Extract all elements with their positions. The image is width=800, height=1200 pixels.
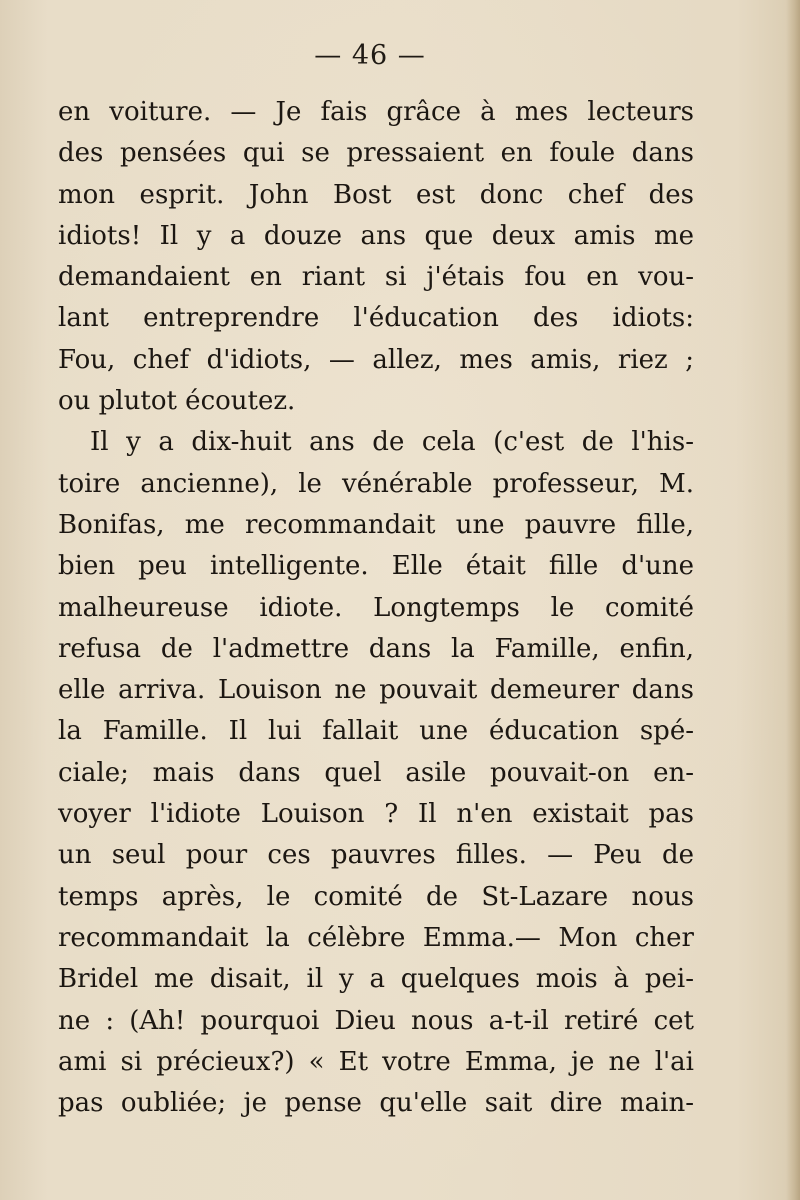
page-edge-shadow [786,0,800,1200]
text-line: Fou, chef d'idiots, — allez, mes amis, riez ; [58,344,694,375]
text-line: mon esprit. John Bost est donc chef des [58,179,694,210]
page-number: — 46 — [314,40,426,71]
text-line: ami si précieux?) « Et votre Emma, je ne l'ai [58,1046,694,1077]
text-line: toire ancienne), le vénérable professeur, M. [58,468,694,499]
text-line: recommandait la célèbre Emma.— Mon cher [58,922,694,953]
text-line: demandaient en riant si j'étais fou en vou- [58,262,694,293]
text-line: ciale; mais dans quel asile pouvait-on en- [58,757,694,788]
text-line: ne : (Ah! pourquoi Dieu nous a-t-il retiré cet [58,1005,694,1036]
text-line: bien peu intelligente. Elle était fille d'une [58,551,694,582]
text-line: malheureuse idiote. Longtemps le comité [58,592,694,623]
text-line: Bridel me disait, il y a quelques mois à pei- [58,964,694,995]
body-text [58,92,694,1124]
text-line: un seul pour ces pauvres filles. — Peu de [58,840,694,871]
text-line: refusa de l'admettre dans la Famille, enfin, [58,633,694,664]
text-line: voyer l'idiote Louison ? Il n'en existait pas [58,799,694,830]
text-line: pas oubliée; je pense qu'elle sait dire main- [58,1088,694,1119]
text-line: ou plutot écoutez. [58,386,296,417]
text-line: idiots! Il y a douze ans que deux amis me [58,220,694,251]
text-line: la Famille. Il lui fallait une éducation spé- [58,716,694,747]
text-line: lant entreprendre l'éducation des idiots: [58,303,694,334]
text-line: des pensées qui se pressaient en foule dans [58,138,694,169]
text-line: en voiture. — Je fais grâce à mes lecteurs [58,97,694,127]
text-line: Il y a dix-huit ans de cela (c'est de l'his- [90,427,694,458]
text-line: temps après, le comité de St-Lazare nous [58,881,694,912]
text-line: elle arriva. Louison ne pouvait demeurer dans [58,675,694,706]
text-line: Bonifas, me recommandait une pauvre fille, [58,509,694,540]
